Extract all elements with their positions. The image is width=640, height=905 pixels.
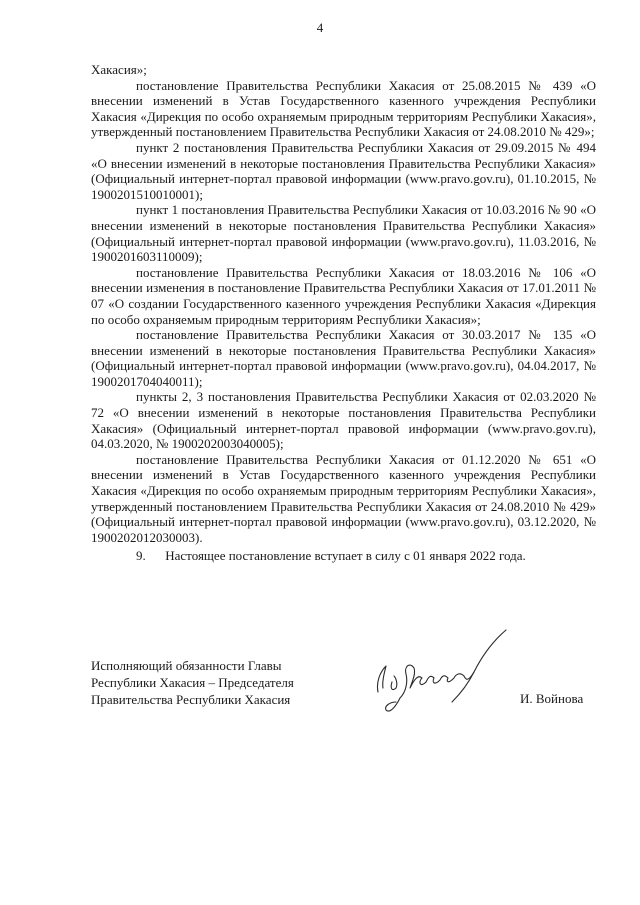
paragraph-item-9: 9. Настоящее постановление вступает в силу с 01 января 2022 года.: [136, 548, 526, 564]
signatory-title-line: Республики Хакасия – Председателя: [91, 675, 294, 690]
paragraph-resolution-72: пункты 2, 3 постановления Правительства Республики Хакасия от 02.03.2020 № 72 «О внесении изменений в некоторые постановления Правительства Республики Хакасия» (Официальный интернет-портал правовой информации (www.pravo.gov.ru), 04.03.2020, № 1900202003040005);: [91, 389, 596, 452]
paragraph-resolution-106: постановление Правительства Республики Хакасия от 18.03.2016 № 106 «О внесении изменения в постановление Правительства Республики Хакасия от 17.01.2011 № 07 «О создании Государственного казенного учреждения Республики Хакасия «Дирекция по особо охраняемым природным территориям Республики Хакасия»;: [91, 264, 596, 327]
paragraph-resolution-494: пункт 2 постановления Правительства Республики Хакасия от 29.09.2015 № 494 «О внесении изменений в некоторые постановления Правительства Республики Хакасия» (Официальный интернет-портал правовой информации (www.pravo.gov.ru), 01.10.2015, № 1900201510010001);: [91, 139, 596, 202]
paragraph-resolution-651: постановление Правительства Республики Хакасия от 01.12.2020 № 651 «О внесении изменений в Устав Государственного казенного учреждения Республики Хакасия «Дирекция по особо охраняемым природным территориям Республики Хакасия», утвержденный постановлением Правительства Республики Хакасия от 24.08.2010 № 429» (Официальный интернет-портал правовой информации (www.pravo.gov.ru), 03.12.2020, № 1900202012030003).: [91, 451, 596, 545]
paragraph-resolution-90: пункт 1 постановления Правительства Республики Хакасия от 10.03.2016 № 90 «О внесении изменений в некоторые постановления Правительства Республики Хакасия» (Официальный интернет-портал правовой информации (www.pravo.gov.ru), 11.03.2016, № 1900201603110009);: [91, 202, 596, 265]
paragraph-resolution-439: постановление Правительства Республики Хакасия от 25.08.2015 № 439 «О внесении изменений в Устав Государственного казенного учреждения Республики Хакасия «Дирекция по особо охраняемым природным территориям Республики Хакасия», утвержденный постановлением Правительства Республики Хакасия от 24.08.2010 № 429»;: [91, 77, 596, 140]
signatory-title: [91, 657, 351, 708]
paragraph-resolution-135: постановление Правительства Республики Хакасия от 30.03.2017 № 135 «О внесении изменений в некоторые постановления Правительства Республики Хакасия» (Официальный интернет-портал правовой информации (www.pravo.gov.ru), 04.04.2017, № 1900201704040011);: [91, 327, 596, 389]
document-body: [91, 62, 596, 564]
paragraph-continuation: Хакасия»;: [91, 62, 147, 77]
signer-name: И. Войнова: [520, 691, 584, 706]
handwritten-signature: [356, 622, 526, 717]
signatory-title-line: Исполняющий обязанности Главы: [91, 658, 282, 673]
page-number: 4: [316, 20, 324, 35]
signatory-title-line: Правительства Республики Хакасия: [91, 692, 291, 707]
